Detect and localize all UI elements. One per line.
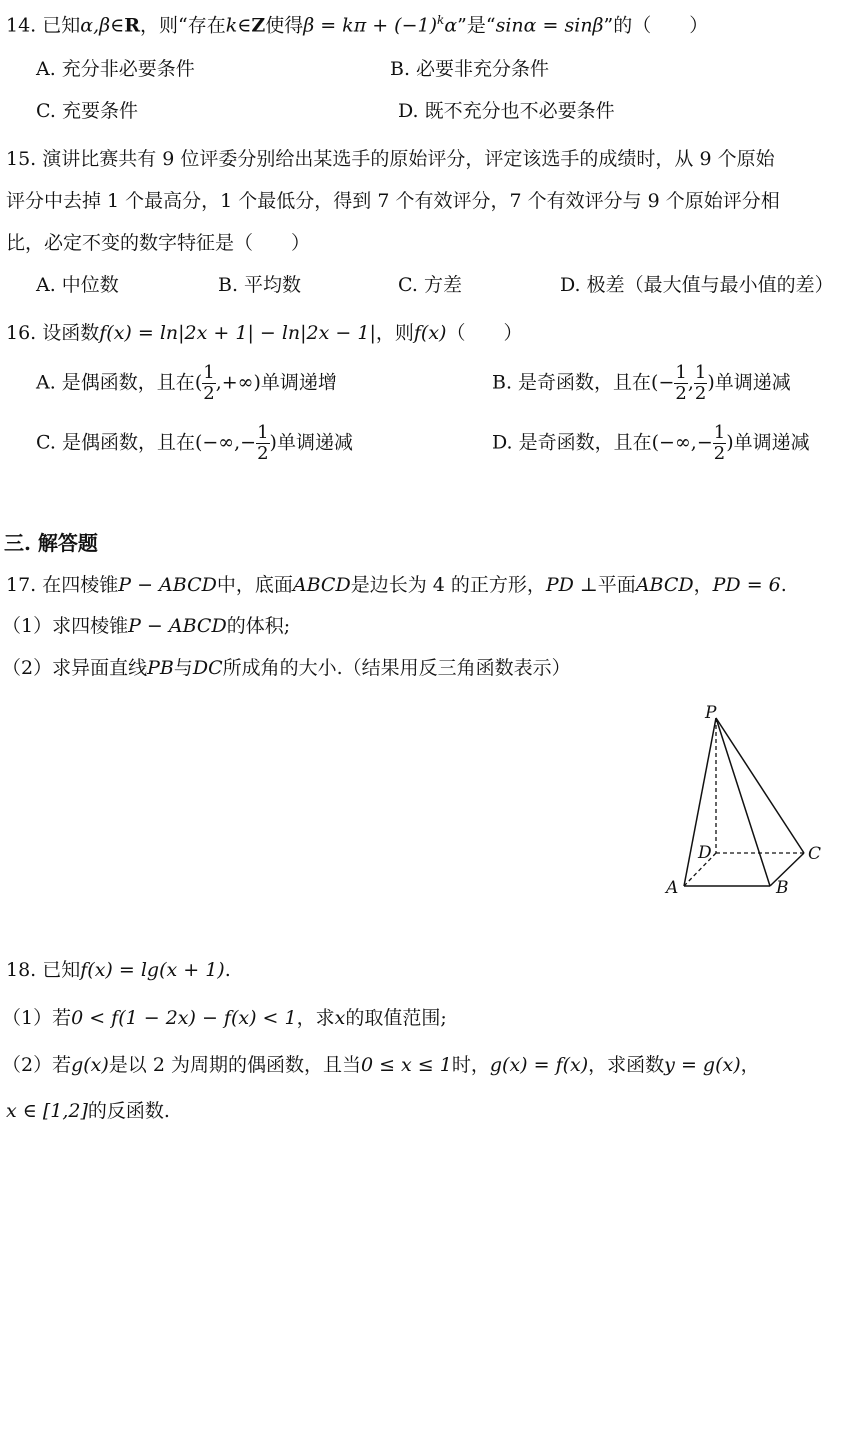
q15-line-1: 15. 演讲比赛共有 9 位评委分别给出某选手的原始评分，评定该选手的成绩时，从 9 个原始 xyxy=(6,148,775,170)
fraction: $\frac{1}{2}$ xyxy=(694,362,707,404)
q14-stem: 14. 已知α,β∈R，则“存在k∈Z使得$\beta = k\pi + (-1)^k\alpha$”是“sinα = sinβ”的（ ） xyxy=(6,13,709,37)
fraction: $\frac{1}{2}$ xyxy=(203,362,215,404)
edge-DA-hidden xyxy=(684,853,716,886)
q14-number: 14. xyxy=(6,14,43,37)
q15-option-d: D. 极差（最大值与最小值的差） xyxy=(560,274,834,296)
q15-line-2: 评分中去掉 1 个最高分，1 个最低分，得到 7 个有效评分，7 个有效评分与 9 个原始评分相 xyxy=(6,190,780,212)
fraction: $\frac{1}{2}$ xyxy=(675,362,687,404)
q18-line-3: （2）若g(x)是以 2 为周期的偶函数，且当0 ≤ x ≤ 1时，g(x) = f(x)，求函数y = g(x)， xyxy=(2,1054,760,1076)
q15-line-3: 比，必定不变的数字特征是（ ） xyxy=(6,232,311,254)
q16-option-d: D. 是奇函数，且在(−∞,− $\frac{1}{2}$ )单调递减 xyxy=(492,422,810,464)
q14-option-b: B. 必要非充分条件 xyxy=(390,58,550,80)
q14-option-c: C. 充要条件 xyxy=(36,100,138,122)
q16-stem: 16. 设函数f(x) = ln|2x + 1| − ln|2x − 1|，则f(x)（ ） xyxy=(6,322,523,344)
q18-line-4: x ∈ [1,2]的反函数. xyxy=(6,1100,170,1122)
q17-line-2: （1）求四棱锥P − ABCD的体积; xyxy=(2,615,291,637)
vertex-label-a: A xyxy=(666,878,679,898)
q16-option-a: A. 是偶函数，且在( $\frac{1}{2}$ ,+∞)单调递增 xyxy=(36,362,337,404)
fraction: $\frac{1}{2}$ xyxy=(713,422,726,464)
edge-BC xyxy=(770,853,804,886)
q16-option-b: B. 是奇函数，且在(− $\frac{1}{2}$ , $\frac{1}{2}$ )单调递减 xyxy=(492,362,791,404)
edge-PB xyxy=(716,718,770,886)
section-heading: 三. 解答题 xyxy=(4,531,98,555)
edge-PC xyxy=(716,718,804,853)
q17-line-1: 17. 在四棱锥P − ABCD中，底面ABCD是边长为 4 的正方形，PD ⊥平面ABCD，PD = 6. xyxy=(6,574,787,596)
q14-option-a: A. 充分非必要条件 xyxy=(36,58,195,80)
fraction: $\frac{1}{2}$ xyxy=(257,422,269,464)
vertex-label-c: C xyxy=(808,844,822,864)
edge-PA xyxy=(684,718,716,886)
q15-option-c: C. 方差 xyxy=(398,274,462,296)
vertex-label-p: P xyxy=(705,703,717,723)
q14-option-d: D. 既不充分也不必要条件 xyxy=(398,100,615,122)
q15-option-a: A. 中位数 xyxy=(36,274,119,296)
q15-option-b: B. 平均数 xyxy=(218,274,302,296)
q16-option-c: C. 是偶函数，且在(−∞,− $\frac{1}{2}$ )单调递减 xyxy=(36,422,353,464)
q18-line-1: 18. 已知f(x) = lg(x + 1). xyxy=(6,959,231,981)
vertex-label-d: D xyxy=(698,843,712,863)
vertex-label-b: B xyxy=(776,878,789,898)
q18-line-2: （1）若0 < f(1 − 2x) − f(x) < 1，求x的取值范围; xyxy=(2,1007,447,1029)
q17-line-3: （2）求异面直线PB与DC所成角的大小.（结果用反三角函数表示） xyxy=(2,657,571,679)
